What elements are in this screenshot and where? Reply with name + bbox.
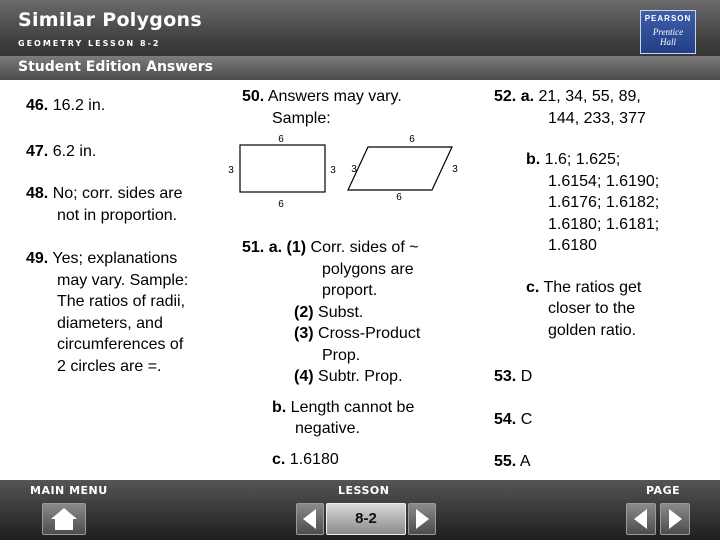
answer-line: Prop. [322, 346, 361, 364]
answer-50 [242, 86, 402, 129]
prev-page-icon [627, 504, 655, 534]
prev-lesson-button[interactable] [296, 503, 324, 535]
answer-line: Corr. sides of ~ [310, 239, 419, 256]
answer-line: 1.6180 [548, 237, 597, 254]
para-right-label: 3 [452, 164, 458, 175]
page-title: Similar Polygons [18, 9, 202, 31]
answer-line: 1.6180 [289, 450, 339, 468]
answer-line: may vary. Sample: [57, 271, 189, 289]
answer-54 [494, 409, 532, 431]
answer-text: A [519, 453, 531, 470]
answer-line: diameters, and [57, 314, 163, 332]
next-lesson-button[interactable] [408, 503, 436, 535]
answer-line: Yes; explanations [52, 250, 178, 267]
part-label: a. [268, 239, 283, 256]
step-number: (2) [294, 303, 314, 321]
answer-number: 46. [26, 97, 49, 114]
answer-line: 1.6180; 1.6181; [548, 215, 660, 233]
prev-lesson-icon [297, 504, 323, 534]
answer-line: Length cannot be [290, 398, 415, 416]
answer-text: D [520, 368, 533, 385]
part-label: c. [526, 278, 540, 296]
answer-number: 55. [494, 453, 517, 470]
answer-number: 52. [494, 88, 517, 105]
answer-number: 49. [26, 250, 49, 267]
rect-top-label: 6 [278, 134, 284, 145]
answer-line: 1.6154; 1.6190; [548, 172, 660, 190]
answer-53 [494, 366, 532, 388]
answer-text: 6.2 in. [52, 143, 97, 160]
step-number: (4) [294, 368, 314, 385]
next-page-icon [661, 504, 689, 534]
rect-right-label: 3 [330, 165, 336, 176]
part-label: c. [272, 450, 286, 468]
answer-line: circumferences of [57, 336, 184, 353]
answer-55 [494, 451, 530, 473]
part-label: b. [272, 398, 287, 416]
answer-line: The ratios of radii, [57, 293, 186, 310]
pearson-logo [640, 10, 696, 54]
answer-line: polygons are [322, 260, 414, 278]
answer-line: 21, 34, 55, 89, [538, 88, 641, 105]
answer-number: 48. [26, 185, 49, 202]
answer-51 [242, 237, 420, 470]
part-label: b. [526, 151, 541, 168]
lesson-label: LESSON [338, 484, 390, 497]
lesson-number: 8-2 [326, 503, 406, 535]
part-label: a. [520, 88, 535, 105]
answer-line: Sample: [272, 109, 331, 127]
main-menu-label: MAIN MENU [30, 484, 108, 497]
logo-line-3: Hall [659, 37, 676, 47]
answer-49 [26, 248, 188, 377]
step-number: (3) [294, 325, 314, 342]
answer-text: C [520, 411, 533, 428]
logo-line-2: Prentice [652, 27, 684, 37]
step-number: (1) [286, 239, 307, 256]
section-label: Student Edition Answers [18, 59, 213, 75]
parallelogram-shape [348, 147, 452, 190]
answer-line: closer to the [548, 300, 636, 317]
rect-bottom-label: 6 [278, 199, 284, 210]
para-top-label: 6 [409, 134, 415, 145]
answer-line: 1.6; 1.625; [544, 151, 621, 168]
answer-line: 144, 233, 377 [548, 109, 646, 127]
next-lesson-icon [409, 504, 435, 534]
answer-number: 50. [242, 88, 265, 105]
answer-line: Answers may vary. [267, 88, 402, 105]
home-icon [43, 504, 85, 534]
similar-shapes-figure [222, 130, 467, 212]
rect-left-label: 3 [228, 165, 234, 176]
answer-47 [26, 141, 96, 163]
answer-line: golden ratio. [548, 321, 637, 339]
next-page-button[interactable] [660, 503, 690, 535]
prev-page-button[interactable] [626, 503, 656, 535]
answer-line: 2 circles are =. [57, 357, 162, 375]
answer-number: 47. [26, 143, 49, 160]
lesson-subtitle: GEOMETRY LESSON 8-2 [18, 39, 161, 48]
rectangle-shape [240, 145, 325, 192]
answer-line: Subtr. Prop. [318, 368, 403, 385]
para-left-label: 3 [351, 164, 357, 175]
page-label: PAGE [646, 484, 681, 497]
main-menu-button[interactable] [42, 503, 86, 535]
answer-line: not in proportion. [57, 206, 178, 224]
answer-52 [494, 86, 659, 341]
answer-number: 51. [242, 239, 265, 256]
para-bottom-label: 6 [396, 192, 402, 203]
answer-number: 53. [494, 368, 517, 385]
answer-text: 16.2 in. [52, 97, 106, 114]
answer-line: Subst. [318, 303, 364, 321]
answer-line: The ratios get [543, 278, 642, 296]
answer-48 [26, 183, 183, 226]
answer-46 [26, 95, 105, 117]
logo-line-1: PEARSON [644, 14, 692, 23]
answer-line: 1.6176; 1.6182; [548, 194, 660, 211]
answer-line: Cross-Product [318, 325, 421, 342]
answer-line: proport. [322, 282, 378, 299]
answer-line: negative. [295, 420, 360, 437]
answer-line: No; corr. sides are [52, 185, 183, 202]
answer-number: 54. [494, 411, 517, 428]
